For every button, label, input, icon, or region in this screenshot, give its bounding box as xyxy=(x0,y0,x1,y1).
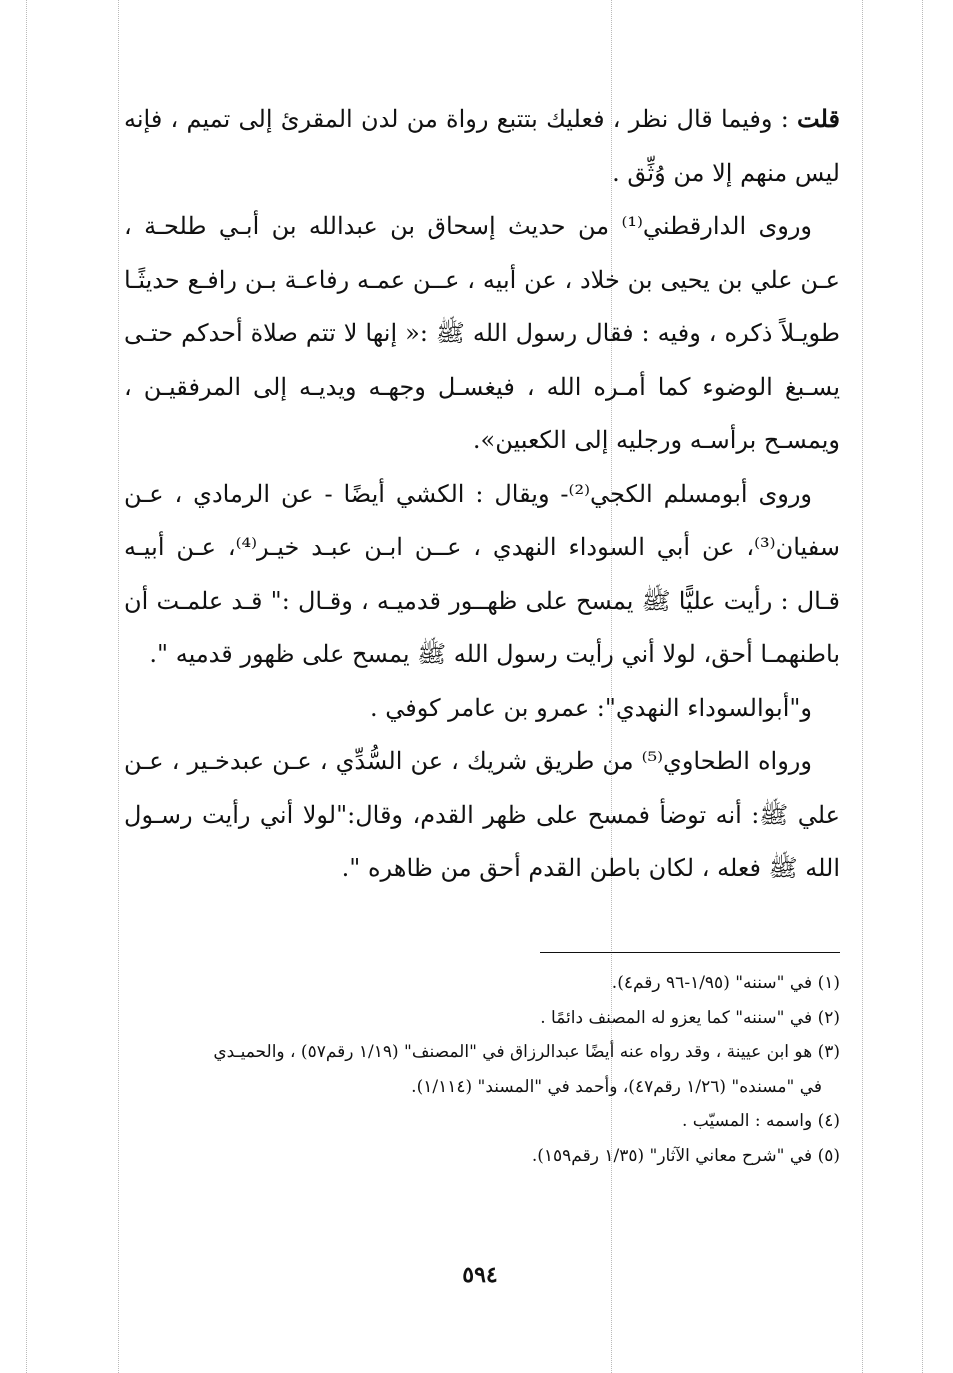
scan-dot-line xyxy=(922,0,923,1373)
footnote-1: (١) في "سننه" (١/٩٥-٩٦ رقم٤). xyxy=(611,973,840,993)
scan-dot-line xyxy=(26,0,27,1373)
scan-dot-line xyxy=(118,0,119,1373)
paragraph-1-text: : وفيما قال نظر ، فعليك بتتبع رواة من لدن المقرئ إلى تميم ، فإنه ليس منهم إلا من وُثِّق . xyxy=(124,105,840,187)
footnote-3: (٣) هو ابن عيينة ، وقد رواه عنه أيضًا عبدالرزاق في "المصنف" (١/١٩ رقم٥٧) ، والحميـدي xyxy=(213,1042,840,1062)
footnote-5: (٥) في "شرح معاني الآثار" (١/٣٥ رقم١٥٩). xyxy=(531,1145,840,1166)
paragraph-2: وروى الدارقطني⁽¹⁾ من حديث إسحاق بن عبدالله بن أبـي طلحـة ، عـن علي بن يحيى بن خلاد ، عن أبيه ، عــن عمـه رفاعـة بـن رافـع حديثًـا طويـلاً ذكره ، وفيه : فقال رسول الله ﷺ :« إنها لا تتم صلاة أحدكم حتـى يسـبغ الوضوء كما أمـره الله ، فيغسـل وجهـه ويديـه إلى المرفقيـن ، ويمسـح برأسـه ورجليه إلى الكعبين». xyxy=(124,212,840,454)
paragraph-4: و"أبوالسوداء النهدي": عمرو بن عامر كوفي . xyxy=(369,693,812,722)
paragraph-5: ورواه الطحاوي⁽⁵⁾ من طريق شريك ، عن السُّدِّي ، عـن عبدخـير ، عـن علي ﷺ: أنه توضأ فمسح على ظهر القدم، وقال:"لولا أني رأيت رسـول الله ﷺ فعله ، لكان باطن القدم أحق من ظاهره ". xyxy=(124,747,840,882)
footnote-4: (٤) واسمه : المسيّب . xyxy=(682,1111,840,1131)
footnote-3-continued: في "مسنده" (١/٢٦ رقم٤٧)، وأحمد في "المسند" (١/١١٤). xyxy=(411,1076,822,1097)
paragraph-3: وروى أبومسلم الكجي⁽²⁾- ويقال : الكشي أيضًا - عن الرمادي ، عـن سفيان⁽³⁾، عن أبي السوداء النهدي ، عــن ابـن عبـد خيـر⁽⁴⁾، عـن أبيـه قـال : رأيت عليًّا ﷺ يمسح على ظهــور قدميـه ، وقـال :" قـد علمـت أن باطنهمـا أحق، لولا أني رأيت رسول الله ﷺ يمسح على ظهور قدميه ". xyxy=(124,479,840,668)
paragraph-1 xyxy=(124,92,840,200)
paragraph-lead-word: قلت xyxy=(797,104,840,133)
scan-dot-line xyxy=(862,0,863,1373)
main-text xyxy=(124,92,840,896)
footnote-2: (٢) في "سننه" كما يعزو له المصنف دائمًا . xyxy=(540,1007,840,1028)
footnote-separator xyxy=(540,952,840,953)
page-number: ٥٩٤ xyxy=(462,1262,498,1288)
footnotes xyxy=(124,966,840,1173)
